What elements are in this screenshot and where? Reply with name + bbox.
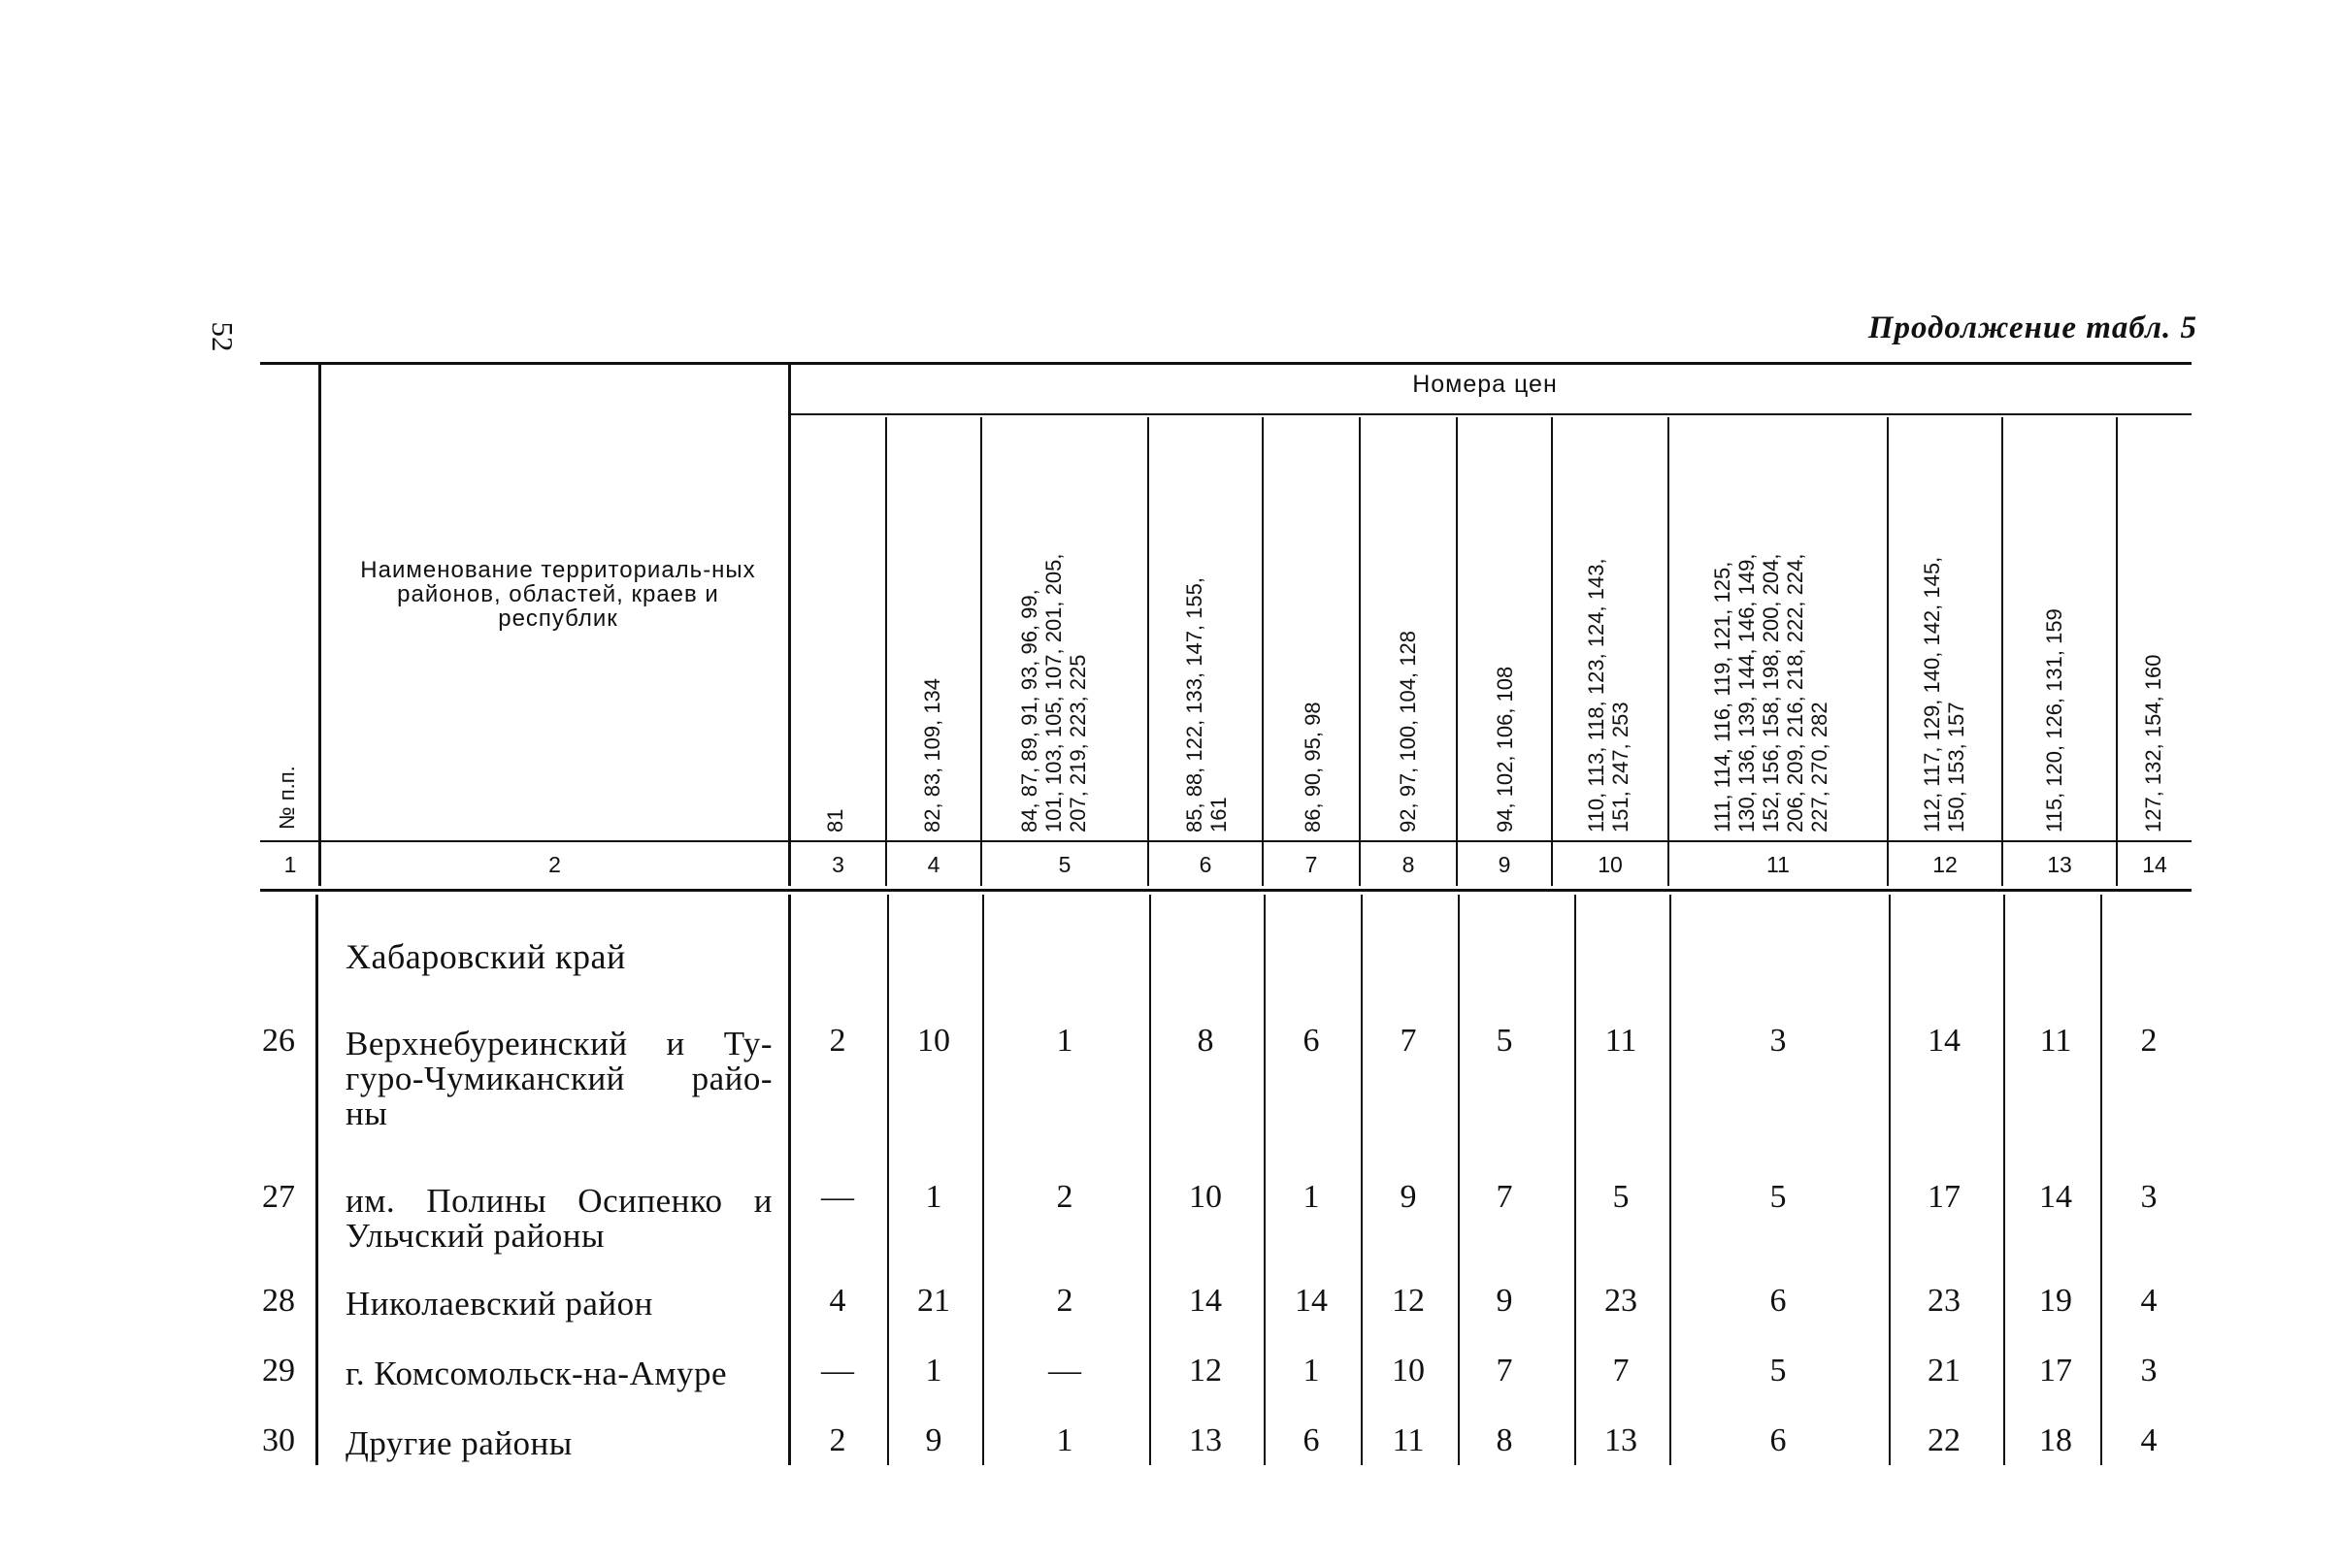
price-header-col12: 112, 117, 129, 140, 142, 145, 150, 153, 157 [1920, 556, 1968, 833]
row-name: Николаевский район [346, 1285, 653, 1323]
table-cell: 7 [1496, 1179, 1513, 1215]
table-cell: 1 [925, 1179, 942, 1215]
row-number: 28 [262, 1283, 295, 1319]
column-number: 3 [832, 852, 844, 877]
row-name: им. Полины Осипенко и Ульчский районы [346, 1182, 773, 1255]
table-cell: 5 [1769, 1179, 1787, 1215]
table-cell: 22 [1928, 1422, 1961, 1458]
table-cell: 12 [1189, 1353, 1222, 1388]
table-cell: — [821, 1179, 854, 1215]
table-cell: 13 [1189, 1422, 1222, 1458]
divider [788, 895, 791, 1465]
divider [1667, 417, 1669, 886]
header-row-number: № п.п. [275, 766, 299, 830]
divider [1361, 895, 1363, 1465]
table-cell: 18 [2039, 1422, 2072, 1458]
table-cell: 6 [1302, 1422, 1320, 1458]
divider [788, 362, 791, 886]
column-number: 4 [927, 852, 940, 877]
column-number: 9 [1498, 852, 1511, 877]
divider [887, 895, 889, 1465]
column-number: 8 [1401, 852, 1415, 877]
table-cell: 14 [1928, 1023, 1961, 1059]
price-header-col8: 92, 97, 100, 104, 128 [1396, 631, 1420, 833]
price-header-col6: 85, 88, 122, 133, 147, 155, 161 [1182, 576, 1231, 833]
table-cell: 6 [1769, 1283, 1787, 1319]
divider [980, 417, 982, 886]
table-cell: 5 [1496, 1023, 1513, 1059]
price-header-col10: 110, 113, 118, 123, 124, 143, 151, 247, 253 [1584, 558, 1632, 833]
table-cell: 17 [1928, 1179, 1961, 1215]
table-top-rule [260, 362, 2192, 365]
table-cell: 10 [917, 1023, 950, 1059]
price-header-col3: 81 [823, 808, 847, 833]
table-cell: 12 [1392, 1283, 1425, 1319]
price-header-col4: 82, 83, 109, 134 [920, 677, 944, 833]
price-header-col11: 111, 114, 116, 119, 121, 125, 130, 136, 139, 144, 146, 149, 152, 156, 158, 198, 200, 204, 206, 209, 216, 218, 222, 224, 227, 270, 282 [1710, 553, 1831, 833]
table-cell: — [821, 1353, 854, 1388]
column-number: 1 [283, 852, 297, 877]
nomera-rule [791, 413, 2192, 415]
column-number: 2 [548, 852, 561, 877]
table-continuation-caption: Продолжение табл. 5 [1867, 310, 2197, 345]
header-bottom-rule [260, 840, 2192, 842]
table-cell: 7 [1496, 1353, 1513, 1388]
column-number: 6 [1199, 852, 1212, 877]
column-number: 7 [1304, 852, 1318, 877]
price-header-col13: 115, 120, 126, 131, 159 [2042, 608, 2066, 833]
divider [1458, 895, 1460, 1465]
divider [1889, 895, 1891, 1465]
row-number: 29 [262, 1353, 295, 1388]
row-name: Другие районы [346, 1424, 573, 1462]
header-territory-name: Наименование территориаль-ных районов, областей, краев и республик [360, 557, 756, 632]
divider [982, 895, 984, 1465]
table-cell: 2 [829, 1023, 846, 1059]
row-name: Верхнебуреинский и Ту- гуро-Чумиканский райо- ны [346, 1025, 773, 1132]
column-number: 14 [2142, 852, 2167, 877]
column-number: 12 [1932, 852, 1958, 877]
table-cell: 1 [925, 1353, 942, 1388]
table-cell: 11 [1604, 1023, 1637, 1059]
row-number: 30 [262, 1422, 295, 1458]
column-number: 10 [1598, 852, 1623, 877]
price-header-col5: 84, 87, 89, 91, 93, 96, 99, 101, 103, 105, 107, 201, 205, 207, 219, 223, 225 [1017, 553, 1090, 833]
row-number: 26 [262, 1023, 295, 1059]
table-cell: 2 [2140, 1023, 2158, 1059]
price-header-col7: 86, 90, 95, 98 [1301, 702, 1325, 833]
table-cell: 23 [1928, 1283, 1961, 1319]
divider [1147, 417, 1149, 886]
row-name: г. Комсомольск-на-Амуре [346, 1355, 728, 1392]
table-cell: 1 [1302, 1179, 1320, 1215]
table-cell: 5 [1769, 1353, 1787, 1388]
column-number: 11 [1766, 852, 1790, 877]
table-cell: 6 [1302, 1023, 1320, 1059]
table-cell: 11 [2039, 1023, 2072, 1059]
divider [2001, 417, 2003, 886]
header-price-numbers: Номера цен [1412, 371, 1558, 398]
divider [1456, 417, 1458, 886]
table-cell: 14 [2039, 1179, 2072, 1215]
divider [1669, 895, 1671, 1465]
table-cell: 7 [1612, 1353, 1630, 1388]
price-header-col9: 94, 102, 106, 108 [1493, 666, 1517, 833]
divider [885, 417, 887, 886]
table-cell: 13 [1604, 1422, 1637, 1458]
table-cell: 1 [1056, 1422, 1073, 1458]
table-cell: 21 [917, 1283, 950, 1319]
table-cell: 8 [1496, 1422, 1513, 1458]
divider [1887, 417, 1889, 886]
table-cell: 9 [925, 1422, 942, 1458]
page-number: 52 [206, 321, 240, 352]
divider [1359, 417, 1361, 886]
table-cell: 4 [829, 1283, 846, 1319]
divider [2003, 895, 2005, 1465]
price-header-col14: 127, 132, 154, 160 [2141, 654, 2165, 833]
table-cell: 19 [2039, 1283, 2072, 1319]
table-cell: 11 [1392, 1422, 1425, 1458]
table-cell: 4 [2140, 1283, 2158, 1319]
table-cell: 7 [1400, 1023, 1417, 1059]
column-number: 5 [1058, 852, 1072, 877]
table-cell: — [1048, 1353, 1081, 1388]
table-cell: 10 [1392, 1353, 1425, 1388]
divider [1262, 417, 1264, 886]
table-cell: 14 [1189, 1283, 1222, 1319]
divider [315, 895, 318, 1465]
divider [1149, 895, 1151, 1465]
table-cell: 2 [1056, 1283, 1073, 1319]
divider [1574, 895, 1576, 1465]
table-cell: 3 [2140, 1353, 2158, 1388]
table-cell: 9 [1400, 1179, 1417, 1215]
table-cell: 5 [1612, 1179, 1630, 1215]
table-cell: 2 [1056, 1179, 1073, 1215]
divider [1551, 417, 1553, 886]
table-cell: 2 [829, 1422, 846, 1458]
row-number: 27 [262, 1179, 295, 1215]
colnum-bottom-rule [260, 889, 2192, 892]
table-cell: 21 [1928, 1353, 1961, 1388]
table-cell: 3 [1769, 1023, 1787, 1059]
divider [2116, 417, 2118, 886]
divider [318, 362, 321, 886]
divider [1264, 895, 1266, 1465]
table-cell: 4 [2140, 1422, 2158, 1458]
table-cell: 8 [1197, 1023, 1214, 1059]
table-cell: 1 [1056, 1023, 1073, 1059]
table-cell: 6 [1769, 1422, 1787, 1458]
column-number: 13 [2047, 852, 2072, 877]
table-cell: 17 [2039, 1353, 2072, 1388]
table-cell: 1 [1302, 1353, 1320, 1388]
table-cell: 9 [1496, 1283, 1513, 1319]
divider [2100, 895, 2102, 1465]
table-cell: 10 [1189, 1179, 1222, 1215]
table-cell: 3 [2140, 1179, 2158, 1215]
section-title: Хабаровский край [346, 937, 626, 976]
table-cell: 23 [1604, 1283, 1637, 1319]
table-cell: 14 [1295, 1283, 1328, 1319]
